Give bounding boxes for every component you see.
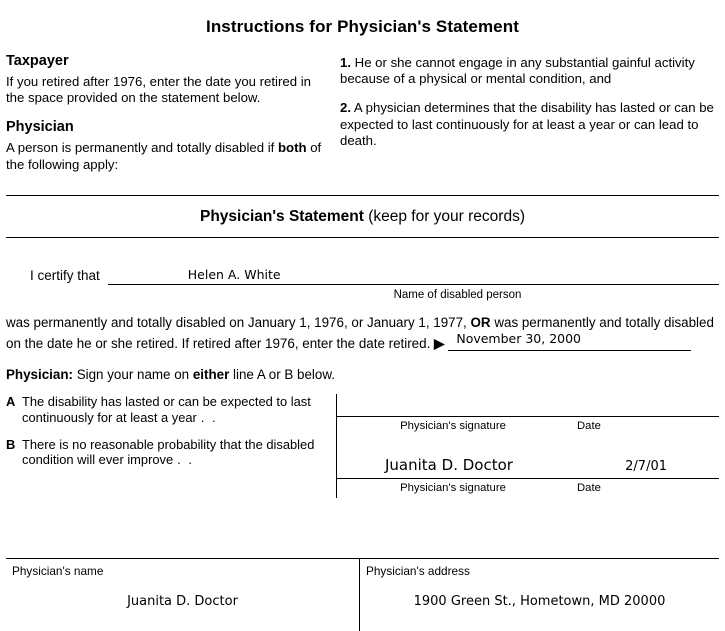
option-b-letter: B bbox=[6, 436, 16, 452]
signature-caption-b: Physician's signature bbox=[400, 482, 506, 495]
signature-captions-b bbox=[337, 479, 719, 498]
page-title: Instructions for Physician's Statement bbox=[206, 17, 519, 36]
physician-heading: Physician bbox=[6, 119, 74, 136]
physician-address-value: 1900 Green St., Hometown, MD 20000 bbox=[413, 594, 666, 609]
retirement-date-value: November 30, 2000 bbox=[456, 331, 582, 347]
certify-row bbox=[6, 264, 719, 285]
statement-heading-bold: Physician's Statement bbox=[199, 207, 364, 225]
bottom-boxes bbox=[6, 558, 719, 631]
signature-line-b[interactable] bbox=[337, 436, 719, 479]
disabled-person-name-value: Helen A. White bbox=[187, 266, 281, 282]
body-or: OR bbox=[470, 314, 491, 330]
certify-label: I certify that bbox=[30, 267, 100, 283]
disabled-person-name-caption: Name of disabled person bbox=[393, 288, 522, 301]
signature-area bbox=[336, 394, 719, 498]
signature-instruction bbox=[0, 354, 725, 382]
physician-address-box[interactable] bbox=[360, 559, 719, 631]
physician-address-label: Physician's address bbox=[366, 564, 470, 578]
physician-name-value: Juanita D. Doctor bbox=[127, 594, 238, 609]
retirement-date-field[interactable] bbox=[448, 333, 691, 351]
item-2-number: 2. bbox=[340, 100, 351, 116]
physician-name-box[interactable] bbox=[6, 559, 360, 631]
instructions-section bbox=[0, 37, 725, 173]
instructions-item-1 bbox=[340, 55, 719, 87]
signature-instruction-rest: Sign your name on bbox=[72, 367, 193, 383]
statement-heading bbox=[0, 196, 725, 237]
item-2-text: A physician determines that the disability has lasted or can be expected to last continuously for at least a year or can lead to death. bbox=[340, 100, 714, 148]
date-caption-b: Date bbox=[577, 482, 601, 495]
signature-captions-a bbox=[337, 417, 719, 436]
body-part-1: was permanently and totally disabled on January 1, 1976, or January 1, 1977, bbox=[6, 314, 471, 330]
option-b[interactable] bbox=[6, 437, 336, 468]
certify-section bbox=[0, 238, 725, 301]
statement-heading-light: (keep for your records) bbox=[363, 207, 525, 225]
option-b-text bbox=[22, 437, 336, 468]
item-1-text: He or she cannot engage in any substantial gainful activity because of a physical or mental condition, and bbox=[340, 55, 695, 87]
signature-instruction-either: either bbox=[192, 367, 230, 383]
body-part-2: was permanently and totally disabled on the date he or she retired. If retired after 1976, enter the date retired. bbox=[6, 314, 714, 352]
options-block bbox=[6, 394, 719, 498]
physician-text: A person is permanently and totally disabled if both of the following apply: bbox=[6, 140, 322, 172]
date-caption-a: Date bbox=[577, 420, 601, 433]
physician-name-label: Physician's name bbox=[12, 564, 104, 578]
option-a-letter: A bbox=[6, 394, 16, 410]
item-1-number: 1. bbox=[340, 55, 351, 70]
signature-instruction-label: Physician: bbox=[6, 367, 73, 383]
option-b-text-value: There is no reasonable probability that the disabled condition will ever improve bbox=[22, 436, 315, 468]
instructions-item-2 bbox=[340, 100, 719, 149]
signature-instruction-end: line A or B below. bbox=[229, 367, 336, 383]
taxpayer-heading: Taxpayer bbox=[6, 53, 69, 69]
taxpayer-text: If you retired after 1976, enter the date you retired in the space provided on the statement below. bbox=[6, 74, 311, 106]
option-a[interactable] bbox=[6, 394, 336, 425]
signature-caption-a: Physician's signature bbox=[400, 420, 506, 433]
physician-signature-date: 2/7/01 bbox=[625, 459, 667, 475]
option-a-text bbox=[22, 394, 336, 425]
arrow-icon: ▶ bbox=[434, 336, 445, 352]
physician-signature-value: Juanita D. Doctor bbox=[385, 456, 513, 475]
option-a-text-value: The disability has lasted or can be expected to last continuously for at least a year bbox=[22, 394, 311, 425]
options-left bbox=[6, 394, 336, 498]
instructions-left-column bbox=[6, 53, 340, 173]
instructions-right-column bbox=[340, 53, 719, 173]
option-a-dots: . . bbox=[200, 409, 218, 425]
disabled-person-name-field[interactable] bbox=[108, 264, 719, 285]
statement-body-text bbox=[0, 301, 725, 354]
signature-line-a[interactable] bbox=[337, 394, 719, 417]
option-b-dots: . . bbox=[177, 452, 194, 468]
